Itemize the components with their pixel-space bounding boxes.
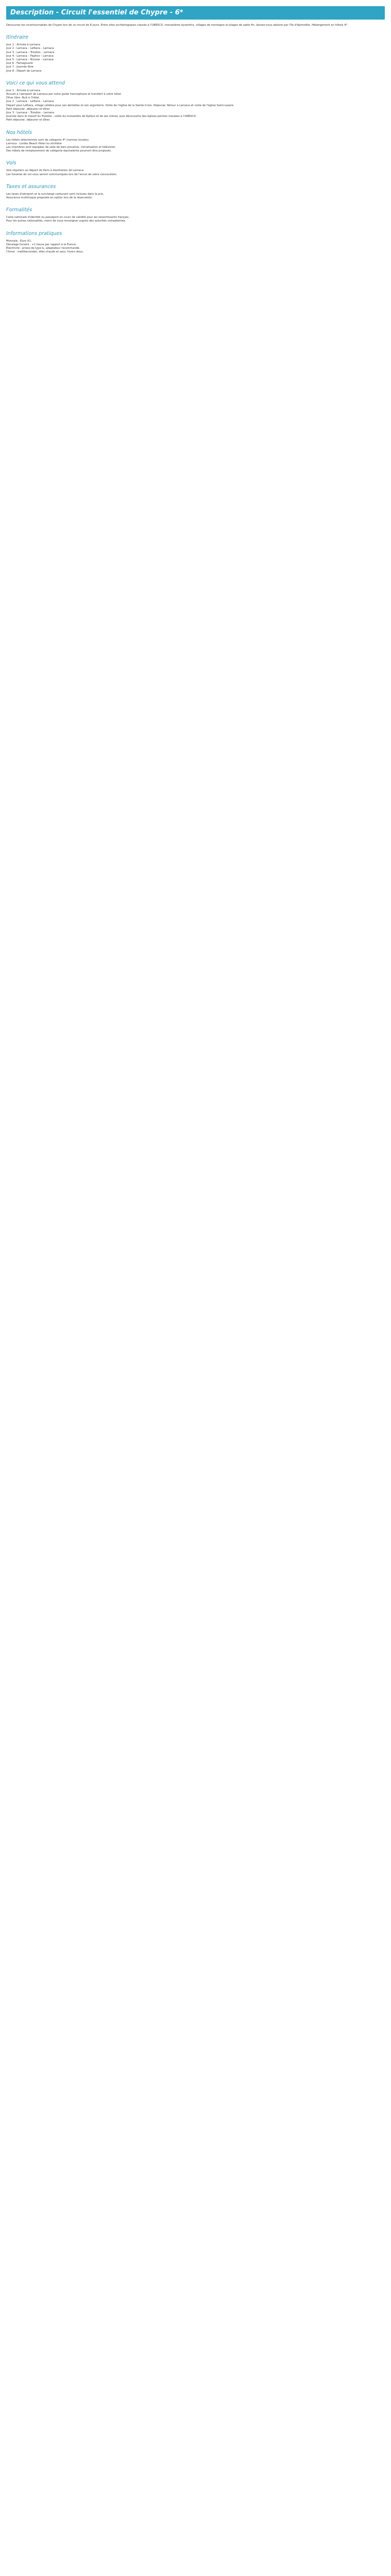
text-line: Journée dans le massif du Troodos : visite du monastère de Kykkos et de ses icônes, puis découverte des églises peintes classées à l'UNESCO. <box>6 115 197 118</box>
section-lines <box>6 216 385 223</box>
section <box>6 130 385 154</box>
text-line: Les chambres sont équipées de salle de bain privative, climatisation et télévision. <box>6 146 116 149</box>
section-lines <box>6 240 385 255</box>
section-lines <box>6 89 385 123</box>
text-line: Climat : méditerranéen, étés chauds et secs, hivers doux. <box>6 250 84 254</box>
text-line: Jour 4 : Larnaca – Paphos – Larnaca <box>6 54 54 58</box>
section <box>6 80 385 123</box>
text-line: Dîner libre. Nuit à l'hôtel. <box>6 96 40 100</box>
text-line: Départ pour Lefkara, village célèbre pour ses dentelles et son argenterie. Visite de l'église de la Sainte-Croix. Déjeuner. Retour à Larnaca et visite de l'église Saint-Lazare. <box>6 104 235 107</box>
section <box>6 207 385 223</box>
text-line: Jour 1 : Arrivée à Larnaca <box>6 43 40 47</box>
text-line: Petit déjeuner, déjeuner et dîner. <box>6 118 51 122</box>
text-line: Électricité : prises de type G, adaptateur recommandé. <box>6 247 80 250</box>
section <box>6 231 385 255</box>
sections <box>6 35 385 254</box>
section <box>6 160 385 176</box>
section <box>6 184 385 200</box>
section-lines <box>6 193 385 200</box>
text-line: Accueil à l'aéroport de Larnaca par votre guide francophone et transfert à votre hôtel. <box>6 93 122 96</box>
text-line: Jour 1 : Arrivée à Larnaca <box>6 89 40 92</box>
section-lines <box>6 43 385 73</box>
text-line: Les horaires de vol vous seront communiqués lors de l'envoi de votre convocation. <box>6 173 118 176</box>
text-line: Monnaie : Euro (€). <box>6 239 32 243</box>
text-line: Jour 3 : Larnaca – Troodos – Larnaca <box>6 50 55 54</box>
intro-text: Découvrez les incontournables de Chypre lors de ce circuit de 8 jours. Entre sites archéologiques classés à l'UNESCO, monastères byzantins, villages de montagne et plages de sable fin, laissez-vous séduire par l'île d'Aphrodite. Hébergement en hôtels 4*. <box>6 24 348 27</box>
page <box>0 0 391 255</box>
text-line: Jour 6 : Famagouste <box>6 62 33 65</box>
text-line: Assurance multirisque proposée en option lors de la réservation. <box>6 196 93 200</box>
section-heading: Nos hôtels <box>6 129 32 135</box>
text-line: Jour 7 : Journée libre <box>6 65 34 69</box>
text-line: Les taxes d'aéroport et la surcharge carburant sont incluses dans le prix. <box>6 192 104 196</box>
section-lines <box>6 169 385 176</box>
section-heading: Voici ce qui vous attend <box>6 80 65 86</box>
text-line: Larnaca : Lordos Beach Hotel ou similaire <box>6 142 62 145</box>
section-heading: Itinéraire <box>6 35 29 41</box>
text-line: Des hôtels de remplacement de catégorie équivalente pourront être proposés. <box>6 149 112 153</box>
section-heading: Taxes et assurances <box>6 183 56 190</box>
text-line: Décalage horaire : +1 heure par rapport à la France. <box>6 243 77 246</box>
text-line: Petit déjeuner, déjeuner et dîner. <box>6 107 51 111</box>
section-heading: Formalités <box>6 207 32 213</box>
text-line: Pour les autres nationalités, merci de vous renseigner auprès des autorités compétentes. <box>6 219 126 223</box>
text-line: Vols réguliers au départ de Paris à destination de Larnaca. <box>6 169 85 173</box>
text-line: Jour 5 : Larnaca – Nicosie – Larnaca <box>6 58 54 62</box>
text-line: Carte nationale d'identité ou passeport en cours de validité pour les ressortissants français. <box>6 216 129 219</box>
text-line: Jour 3 : Larnaca – Troodos – Larnaca <box>6 111 55 115</box>
text-line: Les hôtels sélectionnés sont de catégorie 4* (normes locales). <box>6 138 90 142</box>
section-heading: Informations pratiques <box>6 230 62 236</box>
section-heading: Vols <box>6 160 17 166</box>
section-lines <box>6 139 385 154</box>
text-line: Jour 2 : Larnaca – Lefkara – Larnaca <box>6 100 54 104</box>
section <box>6 35 385 73</box>
text-line: Jour 8 : Départ de Larnaca <box>6 69 42 73</box>
page-title: Description - Circuit l'essentiel de Chypre - 6* <box>6 6 385 20</box>
text-line: Jour 2 : Larnaca – Lefkara – Larnaca <box>6 47 54 50</box>
